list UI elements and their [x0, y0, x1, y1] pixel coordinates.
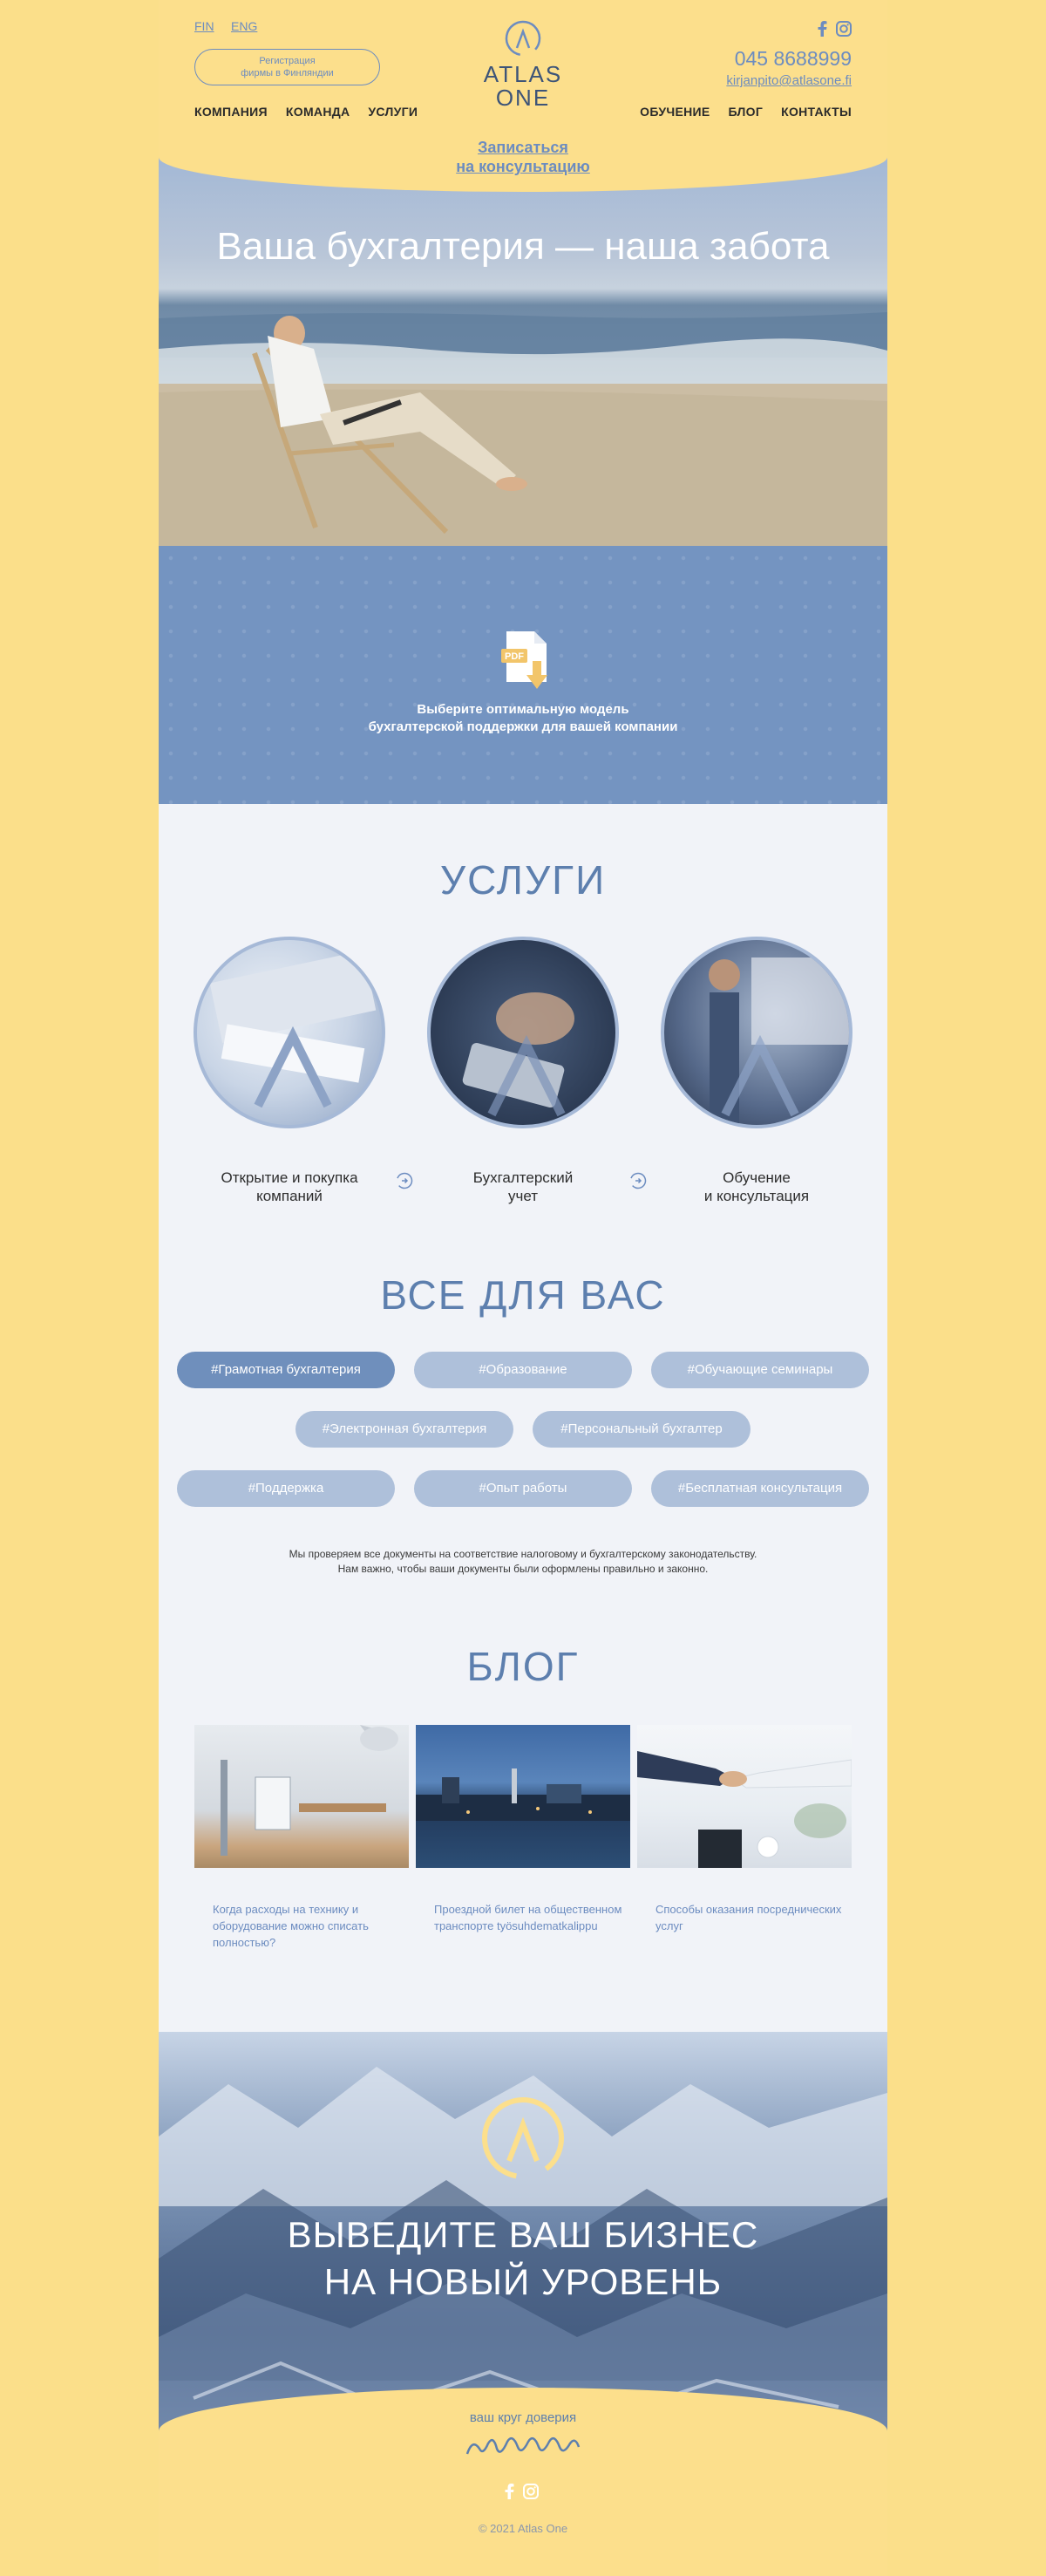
hero-photo: [159, 131, 887, 546]
blog-title: БЛОГ: [466, 1644, 580, 1689]
tag-free-consultation[interactable]: #Бесплатная консультация: [651, 1470, 869, 1507]
facebook-icon[interactable]: [504, 2484, 514, 2499]
signature-icon: [464, 2429, 582, 2464]
nav-item-company[interactable]: КОМПАНИЯ: [194, 105, 268, 119]
service-image-companies[interactable]: [194, 937, 385, 1128]
service-image-accounting[interactable]: [427, 937, 619, 1128]
for-you-title: ВСЕ ДЛЯ ВАС: [380, 1272, 666, 1318]
footer-title: ВЫВЕДИТЕ ВАШ БИЗНЕС НА НОВЫЙ УРОВЕНЬ: [287, 2214, 759, 2302]
tag-education[interactable]: #Образование: [414, 1352, 632, 1388]
blog-image-equipment[interactable]: [194, 1725, 409, 1868]
about-note: Мы проверяем все документы на соответствие налоговому и бухгалтерскому законодательству. Нам важно, чтобы ваши документы были оформлены правильно и законно.: [289, 1548, 757, 1575]
blog-caption-transport[interactable]: Проездной билет на общественном транспорте työsuhdematkalippu: [434, 1903, 622, 1932]
service-label-training[interactable]: Обучение и консультация: [703, 1169, 810, 1204]
nav-item-blog[interactable]: БЛОГ: [728, 105, 764, 119]
tag-accounting[interactable]: #Грамотная бухгалтерия: [177, 1352, 395, 1388]
content-column: [159, 0, 887, 2576]
nav-item-training[interactable]: ОБУЧЕНИЕ: [640, 105, 710, 119]
facebook-icon[interactable]: [817, 21, 827, 37]
blog-image-transport[interactable]: [416, 1725, 630, 1868]
atlas-logo-icon: [479, 2095, 567, 2182]
consultation-link[interactable]: Записаться на консультацию: [456, 139, 590, 175]
instagram-icon[interactable]: [523, 2484, 539, 2499]
hero-title: Ваша бухгалтерия — наша забота: [216, 225, 830, 268]
pdf-download-icon[interactable]: [501, 630, 554, 692]
service-label-accounting[interactable]: Бухгалтерский учет: [472, 1169, 574, 1204]
lang-eng-link[interactable]: ENG: [231, 19, 258, 33]
copyright: © 2021 Atlas One: [478, 2522, 568, 2535]
services-title: УСЛУГИ: [439, 857, 607, 903]
logo-text[interactable]: [455, 63, 591, 110]
tag-e-accounting[interactable]: #Электронная бухгалтерия: [295, 1411, 513, 1448]
logo-line1: ATLAS: [483, 61, 563, 87]
tag-personal-accountant[interactable]: #Персональный бухгалтер: [533, 1411, 751, 1448]
nav-item-team[interactable]: КОМАНДА: [285, 105, 350, 119]
service-label-companies[interactable]: Открытие и покупка компаний: [221, 1169, 358, 1204]
trust-label: ваш круг доверия: [469, 2410, 577, 2425]
nav-right: [640, 105, 852, 119]
social-links-top: [817, 21, 852, 37]
service-photo: [431, 940, 619, 1128]
site-header: [159, 0, 887, 192]
social-links-footer: [504, 2484, 539, 2499]
service-photo: [664, 940, 852, 1128]
email-link[interactable]: kirjanpito@atlasone.fi: [726, 73, 852, 88]
arrow-circle-icon[interactable]: [396, 1172, 413, 1189]
pdf-download-band[interactable]: [159, 546, 887, 804]
nav-left: [194, 105, 418, 119]
hero: [159, 131, 887, 546]
tag-experience[interactable]: #Опыт работы: [414, 1470, 632, 1507]
phone-number[interactable]: 045 8688999: [734, 47, 852, 70]
register-company-button[interactable]: Регистрация фирмы в Финляндии: [194, 49, 380, 85]
atlas-logo-icon[interactable]: [504, 19, 542, 58]
blog-photo: [194, 1725, 409, 1868]
nav-item-contacts[interactable]: КОНТАКТЫ: [781, 105, 852, 119]
blog-image-handshake[interactable]: [637, 1725, 852, 1868]
arrow-circle-icon[interactable]: [629, 1172, 647, 1189]
blog-photo: [637, 1725, 852, 1868]
blog-caption-intermediary[interactable]: Способы оказания посреднических услуг: [655, 1903, 842, 1932]
svg-text:PDF: PDF: [505, 651, 524, 662]
tag-seminars[interactable]: #Обучающие семинары: [651, 1352, 869, 1388]
service-photo: [197, 940, 385, 1128]
tag-support[interactable]: #Поддержка: [177, 1470, 395, 1507]
blog-caption-equipment[interactable]: Когда расходы на технику и оборудование можно списать полностью?: [213, 1903, 369, 1949]
blog-photo: [416, 1725, 630, 1868]
instagram-icon[interactable]: [836, 21, 852, 37]
nav-item-services[interactable]: УСЛУГИ: [368, 105, 418, 119]
service-image-training[interactable]: [661, 937, 852, 1128]
logo-line2: ONE: [495, 85, 551, 111]
lang-fin-link[interactable]: FIN: [194, 19, 214, 33]
pdf-band-text[interactable]: Выберите оптимальную модель бухгалтерской поддержки для вашей компании: [368, 702, 678, 734]
